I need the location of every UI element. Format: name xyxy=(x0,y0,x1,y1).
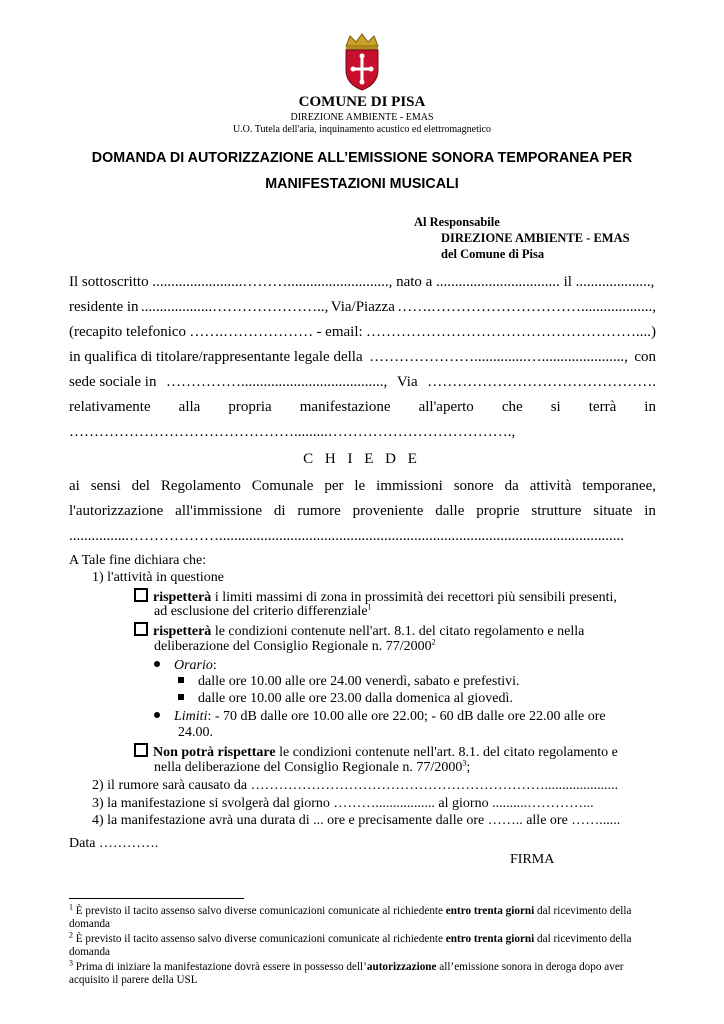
phone-field[interactable]: …….……………… xyxy=(189,324,314,340)
declare-item1: 1) l'attività in questione xyxy=(92,570,224,585)
name-field[interactable]: Il sottoscritto ........................………..........................., xyxy=(69,274,393,290)
email-field[interactable]: ………………………………………………....) xyxy=(366,324,656,340)
bullet-icon xyxy=(154,661,160,667)
document-title-line1: DOMANDA DI AUTORIZZAZIONE ALL’EMISSIONE SONORA TEMPORANEA PER xyxy=(91,150,633,166)
date-field[interactable]: Data …………. xyxy=(69,836,159,851)
form-line-role: in qualifica di titolare/rappresentante legale della …………………..............…......................, con xyxy=(69,349,656,365)
document-title-line2: MANIFESTAZIONI MUSICALI xyxy=(265,176,459,192)
seat-street-field[interactable]: ………………………………………. xyxy=(427,374,656,390)
option-non-rispettera[interactable]: Non potrà rispettare le condizioni contenute nell'art. 8.1. del citato regolamento e xyxy=(134,743,618,761)
option-rispettera-conditions[interactable]: rispetterà le condizioni contenute nell'art. 8.1. del citato regolamento e nella xyxy=(134,622,584,640)
birthplace-field[interactable]: nato a ................................. xyxy=(396,274,560,290)
street-field[interactable]: …….…………………………..................., xyxy=(397,299,656,315)
request-line1: ai sensi del Regolamento Comunale per le immissioni sonore da attività temporanee, xyxy=(69,478,656,494)
form-line-contact: (recapito telefonico …….……………… - email: ………………………………………………....) xyxy=(69,324,656,340)
limiti-item: Limiti: - 70 dB dalle ore 10.00 alle ore 22.00; - 60 dB dalle ore 22.00 alle ore xyxy=(154,709,606,725)
footnote-divider xyxy=(69,898,244,899)
declare-intro: A Tale fine dichiara che: xyxy=(69,553,207,568)
square-bullet-icon xyxy=(178,694,184,700)
event-place-field[interactable]: ……………………………………….........………………………………., xyxy=(69,424,516,440)
request-line2: l'autorizzazione all'immissione di rumore proveniente dalle proprie strutture situate in xyxy=(69,503,656,519)
city-coat-of-arms-icon xyxy=(340,32,384,92)
unit: U.O. Tutela dell'aria, inquinamento acustico ed elettromagnetico xyxy=(232,124,492,135)
department: DIREZIONE AMBIENTE - EMAS xyxy=(290,112,434,123)
chiede-heading: C H I E D E xyxy=(303,451,421,467)
checkbox-icon[interactable] xyxy=(134,743,148,757)
declare-item4[interactable]: 4) la manifestazione avrà una durata di ... ore e precisamente dalle ore …….. alle ore ……...... xyxy=(92,813,621,828)
bullet-icon xyxy=(154,712,160,718)
option-rispettera-limits[interactable]: rispetterà i limiti massimi di zona in prossimità dei recettori più sensibili presenti, xyxy=(134,588,617,606)
addressee-line2: DIREZIONE AMBIENTE - EMAS xyxy=(441,231,630,245)
residence-field[interactable]: ...................………………….., xyxy=(140,299,329,315)
company-field[interactable]: …………………..............…......................, xyxy=(369,349,628,365)
location-field[interactable]: ................………………............................................................................................................ xyxy=(69,528,624,544)
footnote-3: $^3$ Prima di iniziare la manifestazione dovrà essere in possesso dell’autorizzazione all’emissione sonora in deroga dopo aver acquisito il parere della USL xyxy=(69,958,624,986)
checkbox-icon[interactable] xyxy=(134,588,148,602)
signature-label: FIRMA xyxy=(510,852,555,867)
checkbox-icon[interactable] xyxy=(134,622,148,636)
birthdate-field[interactable]: il ...................., xyxy=(563,274,655,290)
seat-field[interactable]: ……………......................................, xyxy=(166,374,388,390)
addressee-line3: del Comune di Pisa xyxy=(441,247,545,261)
declare-item2[interactable]: 2) il rumore sarà causato da ………………………………………………………..................... xyxy=(92,778,619,793)
declare-item3[interactable]: 3) la manifestazione si svolgerà dal giorno ………................. al giorno ..........…………... xyxy=(92,796,594,811)
footnote-1: $^1$ È previsto il tacito assenso salvo diverse comunicazioni comunicate al richiedente entro trenta giorni dal ricevimento della domanda xyxy=(69,902,632,930)
form-line-name xyxy=(69,274,656,291)
form-line-residence: residente in ...................………………….., Via/Piazza …….…………………………..................., xyxy=(69,299,656,315)
orario-item: Orario: xyxy=(154,658,217,674)
form-line-seat: sede sociale in ……………......................................, Via ………………………………………. xyxy=(69,374,656,390)
addressee-line1: Al Responsabile xyxy=(414,215,500,229)
square-bullet-icon xyxy=(178,677,184,683)
form-line-event: relativamente alla propria manifestazione all'aperto che si terrà in xyxy=(69,399,656,415)
org-name: COMUNE DI PISA xyxy=(298,94,426,110)
footnote-2: $^2$ È previsto il tacito assenso salvo diverse comunicazioni comunicate al richiedente entro trenta giorni dal ricevimento della domanda xyxy=(69,930,632,958)
